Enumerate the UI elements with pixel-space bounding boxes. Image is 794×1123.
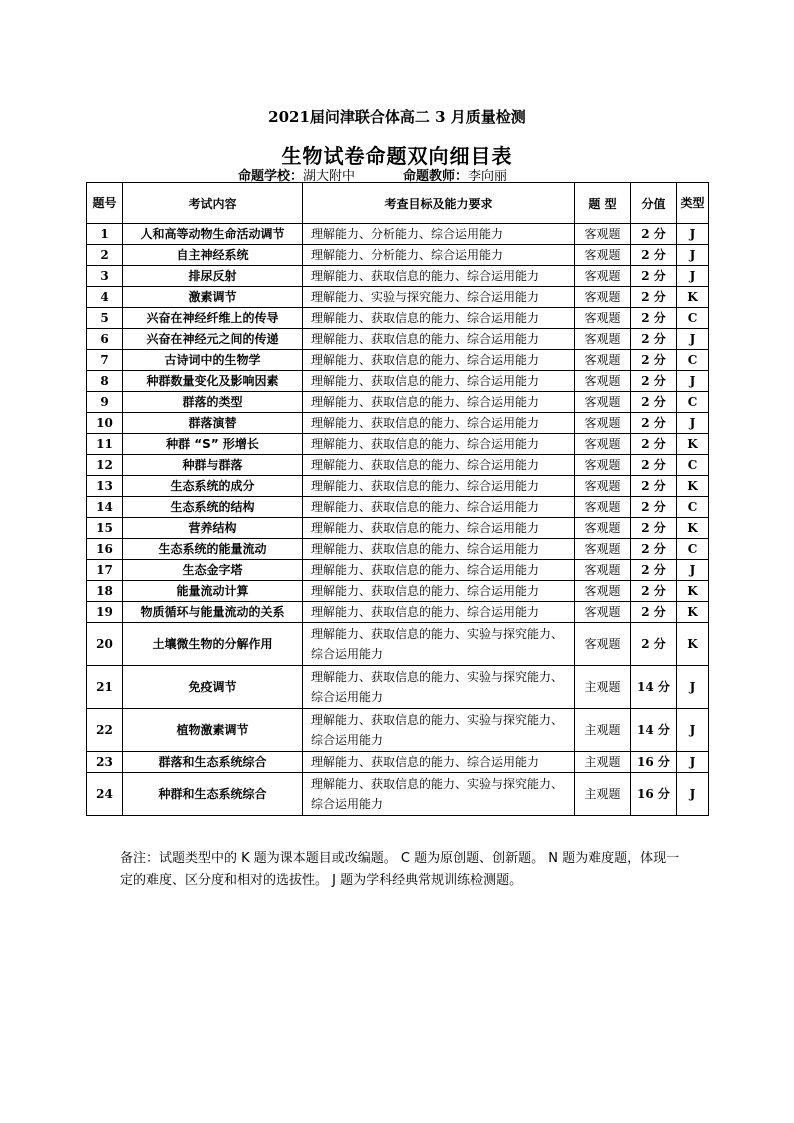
question-type: 客观题: [575, 266, 631, 287]
col-header-score: 分值: [631, 183, 677, 224]
table-row: [87, 560, 709, 581]
score-value: 2 分: [631, 224, 677, 245]
exam-content: 古诗词中的生物学: [123, 350, 303, 371]
question-type: 客观题: [575, 308, 631, 329]
question-type: 客观题: [575, 560, 631, 581]
question-number: 14: [87, 497, 123, 518]
col-header-kind: 类型: [677, 183, 709, 224]
table-row: [87, 266, 709, 287]
question-type: 主观题: [575, 773, 631, 816]
col-header-no: 题号: [87, 183, 123, 224]
score-value: 2 分: [631, 518, 677, 539]
question-number: 20: [87, 623, 123, 666]
table-row: [87, 602, 709, 623]
question-category: C: [677, 455, 709, 476]
table-row: [87, 709, 709, 752]
ability-requirement: 理解能力、获取信息的能力、综合运用能力: [303, 560, 575, 581]
ability-requirement: 理解能力、实验与探究能力、综合运用能力: [303, 287, 575, 308]
question-type: 客观题: [575, 329, 631, 350]
question-type: 客观题: [575, 245, 631, 266]
question-category: J: [677, 773, 709, 816]
question-category: J: [677, 224, 709, 245]
question-category: C: [677, 497, 709, 518]
question-category: K: [677, 602, 709, 623]
ability-requirement: 理解能力、获取信息的能力、综合运用能力: [303, 581, 575, 602]
exam-content: 种群 “S” 形增长: [123, 434, 303, 455]
spec-table: [86, 182, 709, 816]
score-value: 2 分: [631, 329, 677, 350]
question-category: J: [677, 266, 709, 287]
question-number: 10: [87, 413, 123, 434]
score-value: 2 分: [631, 266, 677, 287]
question-category: J: [677, 560, 709, 581]
question-number: 15: [87, 518, 123, 539]
ability-requirement: 理解能力、获取信息的能力、综合运用能力: [303, 413, 575, 434]
exam-content: 种群与群落: [123, 455, 303, 476]
ability-requirement: 理解能力、获取信息的能力、实验与探究能力、综合运用能力: [303, 709, 575, 752]
ability-requirement: 理解能力、获取信息的能力、综合运用能力: [303, 371, 575, 392]
question-type: 主观题: [575, 709, 631, 752]
exam-content: 排尿反射: [123, 266, 303, 287]
table-row: [87, 518, 709, 539]
table-row: [87, 581, 709, 602]
table-row: [87, 287, 709, 308]
ability-requirement: 理解能力、获取信息的能力、综合运用能力: [303, 329, 575, 350]
question-type: 客观题: [575, 476, 631, 497]
exam-content: 土壤微生物的分解作用: [123, 623, 303, 666]
question-category: K: [677, 476, 709, 497]
table-row: [87, 392, 709, 413]
exam-content: 生态系统的能量流动: [123, 539, 303, 560]
question-type: 客观题: [575, 350, 631, 371]
question-type: 客观题: [575, 581, 631, 602]
question-number: 12: [87, 455, 123, 476]
question-category: J: [677, 329, 709, 350]
table-row: [87, 497, 709, 518]
question-type: 客观题: [575, 413, 631, 434]
ability-requirement: 理解能力、获取信息的能力、综合运用能力: [303, 602, 575, 623]
score-value: 2 分: [631, 623, 677, 666]
question-number: 17: [87, 560, 123, 581]
exam-content: 激素调节: [123, 287, 303, 308]
exam-content: 人和高等动物生命活动调节: [123, 224, 303, 245]
table-row: [87, 224, 709, 245]
question-number: 8: [87, 371, 123, 392]
exam-content: 生态金字塔: [123, 560, 303, 581]
score-value: 2 分: [631, 308, 677, 329]
exam-content: 兴奋在神经纤维上的传导: [123, 308, 303, 329]
question-type: 客观题: [575, 392, 631, 413]
score-value: 2 分: [631, 476, 677, 497]
question-number: 23: [87, 752, 123, 773]
score-value: 16 分: [631, 773, 677, 816]
exam-content: 群落演替: [123, 413, 303, 434]
question-type: 客观题: [575, 602, 631, 623]
question-category: K: [677, 518, 709, 539]
question-category: C: [677, 392, 709, 413]
score-value: 2 分: [631, 560, 677, 581]
question-category: K: [677, 581, 709, 602]
score-value: 2 分: [631, 497, 677, 518]
question-number: 19: [87, 602, 123, 623]
table-header-row: [87, 183, 709, 224]
question-category: J: [677, 666, 709, 709]
exam-content: 种群数量变化及影响因素: [123, 371, 303, 392]
score-value: 2 分: [631, 287, 677, 308]
question-number: 4: [87, 287, 123, 308]
question-category: J: [677, 752, 709, 773]
question-number: 13: [87, 476, 123, 497]
exam-content: 群落的类型: [123, 392, 303, 413]
score-value: 2 分: [631, 581, 677, 602]
score-value: 2 分: [631, 455, 677, 476]
score-value: 14 分: [631, 709, 677, 752]
question-number: 6: [87, 329, 123, 350]
question-number: 1: [87, 224, 123, 245]
exam-content: 自主神经系统: [123, 245, 303, 266]
score-value: 2 分: [631, 392, 677, 413]
table-title: 生物试卷命题双向细目表: [281, 144, 513, 168]
school-label: 命题学校：: [238, 169, 304, 184]
ability-requirement: 理解能力、获取信息的能力、综合运用能力: [303, 476, 575, 497]
exam-content: 物质循环与能量流动的关系: [123, 602, 303, 623]
ability-requirement: 理解能力、获取信息的能力、实验与探究能力、综合运用能力: [303, 666, 575, 709]
exam-content: 能量流动计算: [123, 581, 303, 602]
table-row: [87, 752, 709, 773]
question-number: 2: [87, 245, 123, 266]
score-value: 2 分: [631, 413, 677, 434]
table-row: [87, 666, 709, 709]
ability-requirement: 理解能力、获取信息的能力、综合运用能力: [303, 455, 575, 476]
ability-requirement: 理解能力、获取信息的能力、综合运用能力: [303, 539, 575, 560]
question-type: 主观题: [575, 752, 631, 773]
question-type: 主观题: [575, 666, 631, 709]
question-category: J: [677, 371, 709, 392]
table-row: [87, 371, 709, 392]
col-header-ability: 考查目标及能力要求: [303, 183, 575, 224]
table-row: [87, 773, 709, 816]
question-type: 客观题: [575, 455, 631, 476]
table-row: [87, 476, 709, 497]
ability-requirement: 理解能力、获取信息的能力、综合运用能力: [303, 497, 575, 518]
question-category: K: [677, 287, 709, 308]
question-type: 客观题: [575, 371, 631, 392]
table-row: [87, 350, 709, 371]
ability-requirement: 理解能力、获取信息的能力、实验与探究能力、综合运用能力: [303, 623, 575, 666]
question-number: 24: [87, 773, 123, 816]
exam-content: 生态系统的结构: [123, 497, 303, 518]
question-type: 客观题: [575, 539, 631, 560]
ability-requirement: 理解能力、获取信息的能力、综合运用能力: [303, 392, 575, 413]
teacher-label: 命题教师：: [403, 169, 469, 184]
question-number: 7: [87, 350, 123, 371]
question-type: 客观题: [575, 434, 631, 455]
table-row: [87, 434, 709, 455]
exam-content: 营养结构: [123, 518, 303, 539]
question-number: 21: [87, 666, 123, 709]
ability-requirement: 理解能力、分析能力、综合运用能力: [303, 245, 575, 266]
ability-requirement: 理解能力、获取信息的能力、综合运用能力: [303, 350, 575, 371]
ability-requirement: 理解能力、分析能力、综合运用能力: [303, 224, 575, 245]
score-value: 2 分: [631, 539, 677, 560]
table-row: [87, 308, 709, 329]
question-number: 5: [87, 308, 123, 329]
score-value: 2 分: [631, 434, 677, 455]
score-value: 2 分: [631, 602, 677, 623]
question-category: J: [677, 413, 709, 434]
school-name: 湖大附中: [303, 169, 356, 184]
table-row: [87, 413, 709, 434]
table-row: [87, 329, 709, 350]
question-number: 16: [87, 539, 123, 560]
ability-requirement: 理解能力、获取信息的能力、实验与探究能力、综合运用能力: [303, 773, 575, 816]
question-category: J: [677, 709, 709, 752]
question-number: 11: [87, 434, 123, 455]
exam-content: 群落和生态系统综合: [123, 752, 303, 773]
question-category: K: [677, 623, 709, 666]
score-value: 2 分: [631, 350, 677, 371]
question-category: J: [677, 245, 709, 266]
table-row: [87, 623, 709, 666]
table-row: [87, 539, 709, 560]
question-category: C: [677, 350, 709, 371]
ability-requirement: 理解能力、获取信息的能力、综合运用能力: [303, 518, 575, 539]
question-number: 3: [87, 266, 123, 287]
score-value: 16 分: [631, 752, 677, 773]
ability-requirement: 理解能力、获取信息的能力、综合运用能力: [303, 752, 575, 773]
teacher-name: 李向丽: [468, 169, 508, 184]
question-category: C: [677, 539, 709, 560]
question-type: 客观题: [575, 497, 631, 518]
question-type: 客观题: [575, 623, 631, 666]
exam-content: 免疫调节: [123, 666, 303, 709]
question-type: 客观题: [575, 224, 631, 245]
score-value: 2 分: [631, 371, 677, 392]
exam-content: 生态系统的成分: [123, 476, 303, 497]
footnote: 备注：试题类型中的 K 题为课本题目或改编题。 C 题为原创题、创新题。 N 题为难度题，体现一定的难度、区分度和相对的选拔性。 J 题为学科经典常规训练检测题。: [120, 851, 680, 888]
exam-title: 2021届问津联合体高二 3 月质量检测: [268, 108, 526, 126]
exam-content: 兴奋在神经元之间的传递: [123, 329, 303, 350]
col-header-content: 考试内容: [123, 183, 303, 224]
question-type: 客观题: [575, 287, 631, 308]
exam-content: 种群和生态系统综合: [123, 773, 303, 816]
question-category: K: [677, 434, 709, 455]
ability-requirement: 理解能力、获取信息的能力、综合运用能力: [303, 434, 575, 455]
question-number: 22: [87, 709, 123, 752]
score-value: 14 分: [631, 666, 677, 709]
question-number: 9: [87, 392, 123, 413]
score-value: 2 分: [631, 245, 677, 266]
question-category: C: [677, 308, 709, 329]
col-header-qtype: 题 型: [575, 183, 631, 224]
exam-content: 植物激素调节: [123, 709, 303, 752]
question-type: 客观题: [575, 518, 631, 539]
ability-requirement: 理解能力、获取信息的能力、综合运用能力: [303, 266, 575, 287]
table-row: [87, 245, 709, 266]
ability-requirement: 理解能力、获取信息的能力、综合运用能力: [303, 308, 575, 329]
table-row: [87, 455, 709, 476]
question-number: 18: [87, 581, 123, 602]
